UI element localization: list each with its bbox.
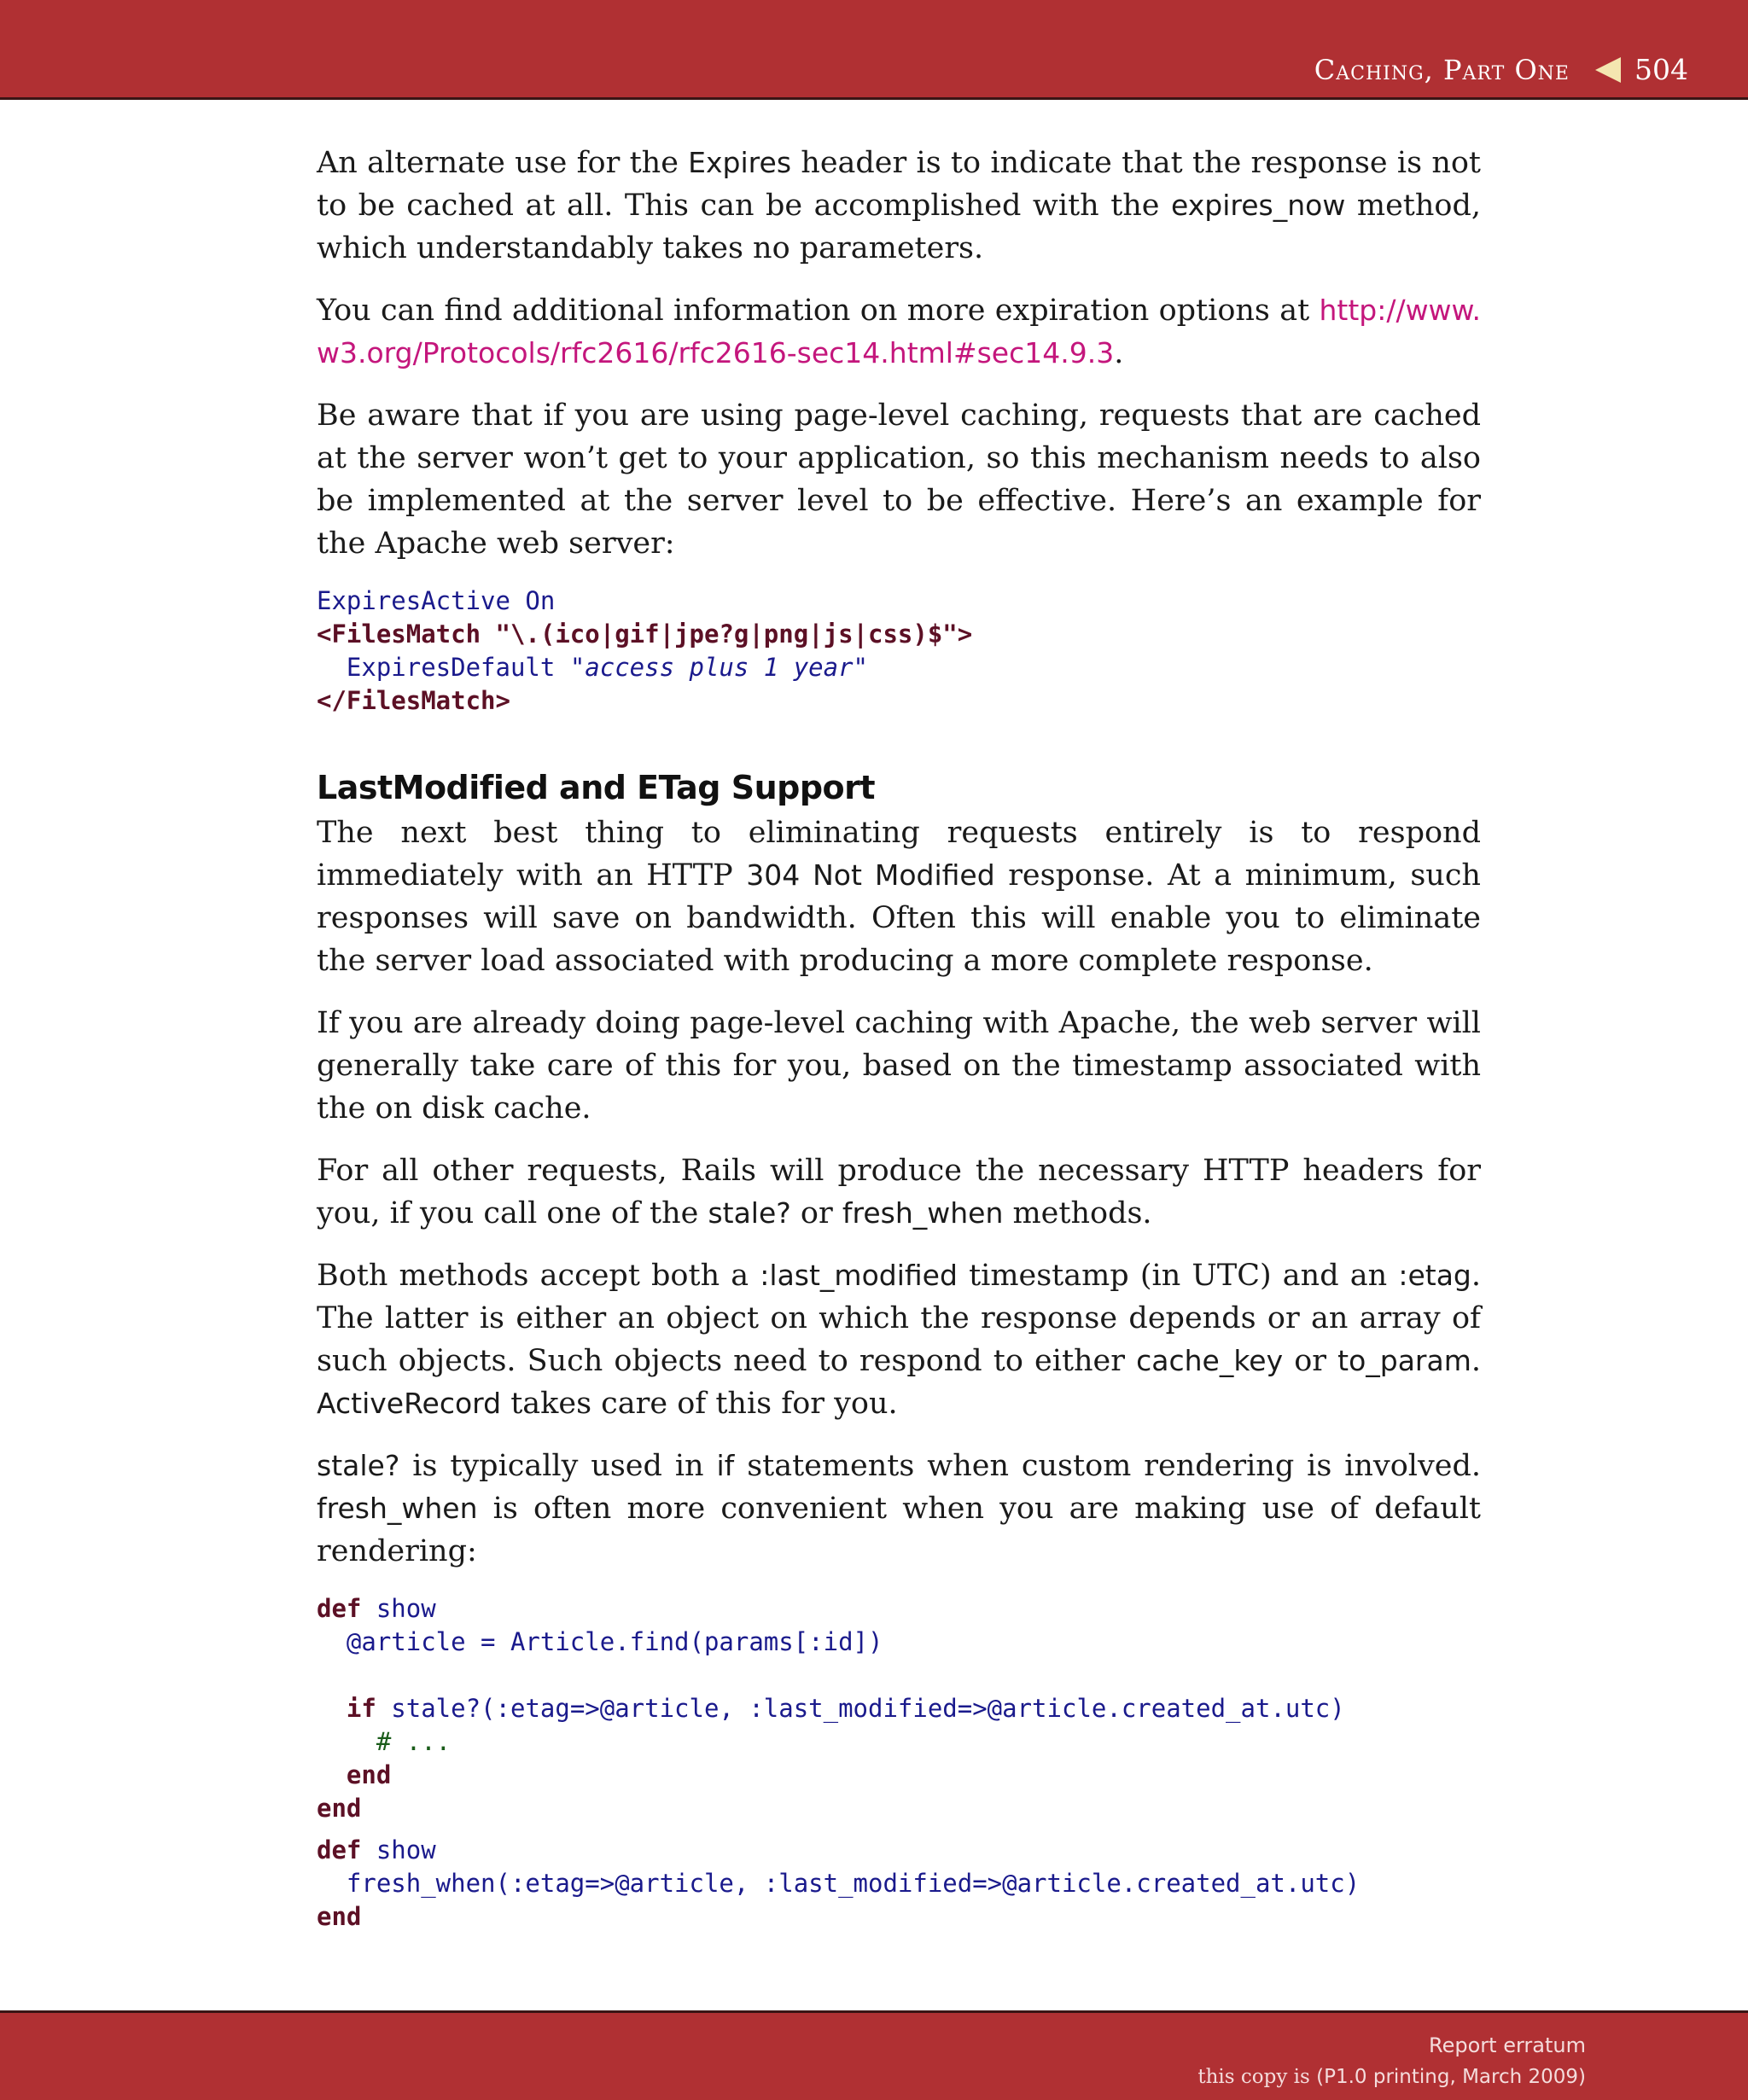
code-line: </FilesMatch>	[317, 686, 510, 715]
paragraph: You can find additional information on more expiration options at http://www.w3.org/Protocols/rfc2616/rfc2616-sec14.html#sec14.9.3.	[317, 294, 1481, 370]
ruby-code-block-stale	[317, 1592, 1481, 1825]
code-line: fresh_when(:etag=>@article, :last_modified=>@article.created_at.utc)	[317, 1869, 1361, 1898]
w3-spec-link[interactable]: http://www.w3.org/Protocols/rfc2616/rfc2616-sec14.html#sec14.9.3	[317, 294, 1481, 369]
code-line: if stale?(:etag=>@article, :last_modified=>@article.created_at.utc)	[317, 1694, 1345, 1723]
code-line: ExpiresDefault "access plus 1 year"	[317, 653, 869, 682]
section-heading: LastModified and ETag Support	[317, 769, 876, 806]
code-line: @article = Article.find(params[:id])	[317, 1627, 883, 1656]
paragraph: The next best thing to eliminating requests entirely is to respond immediately with an HTTP 304 Not Modified response. At a minimum, such responses will save on bandwidth. Often this will enable you to eliminate the server load associated with producing a more complete response.	[317, 816, 1481, 978]
paragraph: If you are already doing page-level caching with Apache, the web server will generally take care of this for you, based on the timestamp associated with the on disk cache.	[317, 1006, 1481, 1126]
paragraph: stale? is typically used in if statements when custom rendering is involved. fresh_when is often more convenient when you are making use of default rendering:	[317, 1449, 1481, 1568]
inline-code: stale?	[317, 1449, 400, 1482]
code-line: end	[317, 1794, 362, 1823]
inline-code: fresh_when	[317, 1492, 478, 1525]
apache-code-block	[317, 585, 1481, 718]
code-line: end	[317, 1902, 362, 1931]
chapter-title[interactable]: Caching, Part One	[1314, 53, 1570, 86]
code-comment: # ...	[317, 1727, 452, 1756]
code-line: def show	[317, 1594, 436, 1623]
inline-code: stale?	[708, 1196, 791, 1230]
page-number: 504	[1634, 53, 1688, 86]
paragraph: Be aware that if you are using page-level caching, requests that are cached at the server won’t get to your application, so this mechanism needs to also be implemented at the server level to be effective. Here’s an example for the Apache web server:	[317, 398, 1481, 561]
inline-code: :etag	[1398, 1259, 1471, 1292]
paragraph: Both methods accept both a :last_modified timestamp (in UTC) and an :etag. The latter is either an object on which the response depends or an array of such objects. Such objects need to respond to either cache_key or to_param. ActiveRecord takes care of this for you.	[317, 1259, 1481, 1421]
code-line: end	[317, 1760, 392, 1789]
inline-code: if	[716, 1449, 735, 1482]
inline-code: fresh_when	[842, 1196, 1004, 1230]
copy-info: this copy is (P1.0 printing, March 2009)	[1197, 2066, 1586, 2088]
left-triangle-icon[interactable]	[1595, 57, 1621, 83]
paragraph: For all other requests, Rails will produce the necessary HTTP headers for you, if you call one of the stale? or fresh_when methods.	[317, 1154, 1481, 1230]
ruby-code-block-fresh	[317, 1834, 1481, 1934]
running-head	[0, 53, 1748, 86]
page-content	[317, 142, 1481, 1942]
inline-code: to_param	[1337, 1344, 1471, 1377]
inline-code: :last_modified	[760, 1259, 958, 1292]
header-bar	[0, 0, 1748, 100]
inline-code: Expires	[688, 146, 792, 179]
inline-code: expires_now	[1171, 189, 1346, 222]
code-line: <FilesMatch "\.(ico|gif|jpe?g|png|js|css)$">	[317, 620, 973, 649]
inline-code: ActiveRecord	[317, 1387, 502, 1420]
report-erratum-link[interactable]: Report erratum	[1429, 2033, 1586, 2057]
paragraph: An alternate use for the Expires header is to indicate that the response is not to be cached at all. This can be accomplished with the expires_now method, which understandably takes no parameters.	[317, 146, 1481, 265]
footer-bar	[0, 2010, 1748, 2100]
inline-code: 304 Not Modified	[746, 858, 995, 892]
code-line: def show	[317, 1835, 436, 1864]
code-line: ExpiresActive On	[317, 586, 556, 615]
inline-code: cache_key	[1136, 1344, 1284, 1377]
